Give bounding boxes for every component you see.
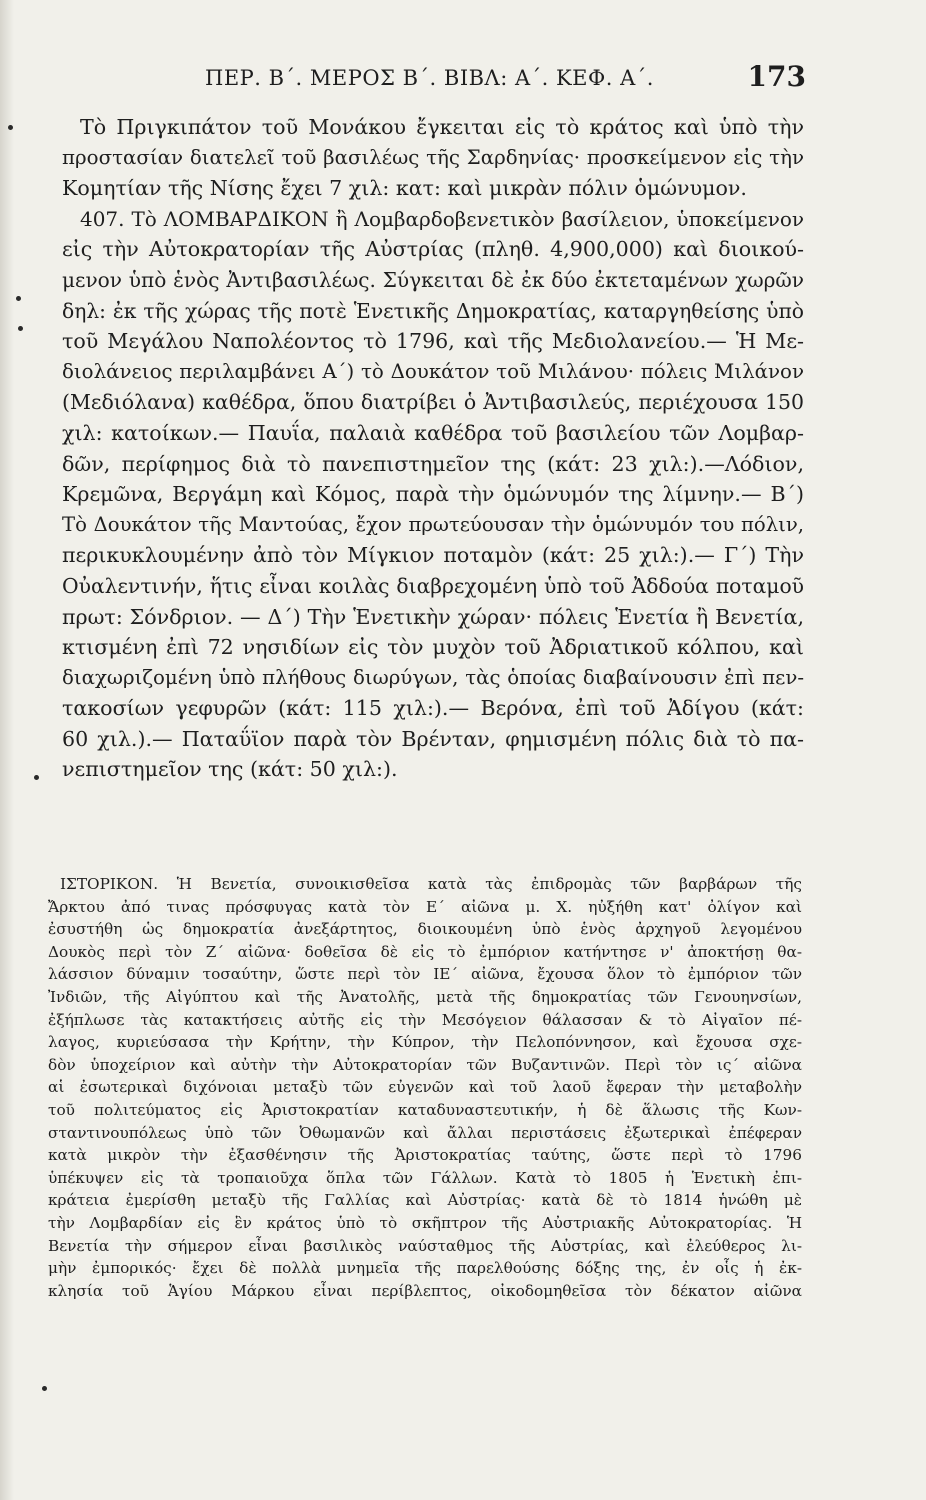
- text-line: Κρεμῶνα, Βεργάμη καὶ Κόμος, παρὰ τὴν ὁμώνυμόν της λίμνην.— Β΄): [62, 482, 804, 507]
- note-line: κλησία τοῦ Ἁγίου Μάρκου εἶναι περίβλεπτος, οἰκοδομηθεῖσα τὸν δέκατον αἰῶνα: [48, 1281, 802, 1300]
- text-line: προστασίαν διατελεῖ τοῦ βασιλέως τῆς Σαρδηνίας· προσκείμενον εἰς τὴν: [62, 145, 804, 169]
- note-line: αἱ ἐσωτερικαὶ διχόνοιαι μεταξὺ τῶν εὐγενῶν καὶ τοῦ λαοῦ ἔφεραν τὴν μεταβολὴν: [48, 1078, 802, 1097]
- note-line: κράτεια ἐμερίσθη μεταξὺ τῆς Γαλλίας καὶ Αὐστρίας· κατὰ δὲ τὸ 1814 ἡνώθη μὲ: [48, 1191, 802, 1210]
- text-line: μενον ὑπὸ ἑνὸς Ἀντιβασιλέως. Σύγκειται δὲ ἐκ δύο ἐκτεταμένων χωρῶν: [62, 267, 804, 292]
- main-body-text: [62, 112, 804, 785]
- note-line: λάσσιον δύναμιν τοσαύτην, ὥστε περὶ τὸν ΙΕ΄ αἰῶνα, ἔχουσα ὅλον τὸ ἐμπόριον τῶν: [48, 965, 802, 984]
- margin-mark: [18, 326, 23, 331]
- note-line: δὸν ὑποχείριον καὶ αὐτὴν τὴν Αὐτοκρατορίαν τῶν Βυζαντινῶν. Περὶ τὸν ις΄ αἰῶνα: [48, 1055, 802, 1074]
- note-line: Ἄρκτου ἀπό τινας πρόσφυγας κατὰ τὸν Ε΄ αἰῶνα μ. Χ. ηὐξήθη κατ' ὀλίγον καὶ: [48, 897, 802, 916]
- text-line: κτισμένη ἐπὶ 72 νησιδίων εἰς τὸν μυχὸν τοῦ Ἀδριατικοῦ κόλπου, καὶ: [62, 635, 804, 660]
- note-line: ἐσυστήθη ὡς δημοκρατία ἀνεξάρτητος, διοικουμένη ὑπὸ ἑνὸς ἀρχηγοῦ λεγομένου: [48, 920, 802, 939]
- note-line: σταντινουπόλεως ὑπὸ τῶν Ὀθωμανῶν καὶ ἄλλαι περιστάσεις ἐξωτερικαὶ ἐπέφεραν: [48, 1123, 802, 1142]
- text-line: νεπιστημεῖον της (κάτ: 50 χιλ:).: [62, 757, 398, 782]
- text-line: δηλ: ἐκ τῆς χώρας τῆς ποτὲ Ἑνετικῆς Δημοκρατίας, καταργηθείσης ὑπὸ: [62, 298, 804, 323]
- text-line: Τὸ Δουκάτον τῆς Μαντούας, ἔχον πρωτεύουσαν τὴν ὁμώνυμόν του πόλιν,: [62, 512, 804, 536]
- note-line: τοῦ πολιτεύματος εἰς Ἀριστοκρατίαν καταδυναστευτικήν, ἡ δὲ ἅλωσις τῆς Κων-: [48, 1100, 802, 1119]
- text-line: διαχωριζομένη ὑπὸ πλήθους διωρύγων, τὰς ὁποίας διαβαίνουσιν ἐπὶ πεν-: [62, 665, 804, 689]
- text-line: περικυκλουμένην ἀπὸ τὸν Μίγκιον ποταμὸν (κάτ: 25 χιλ:).— Γ΄) Τὴν: [62, 543, 804, 568]
- text-line: Κομητίαν τῆς Νίσης ἔχει 7 χιλ: κατ: καὶ μικρὰν πόλιν ὁμώνυμον.: [62, 176, 747, 201]
- text-line: Οὐαλεντινήν, ἥτις εἶναι κοιλὰς διαβρεχομένη ὑπὸ τοῦ Ἀδδούα ποταμοῦ: [62, 573, 804, 598]
- text-line: πρωτ: Σόνδριον. — Δ΄) Τὴν Ἑνετικὴν χώραν· πόλεις Ἑνετία ἢ Βενετία,: [62, 604, 804, 629]
- margin-mark: [42, 1386, 47, 1391]
- note-line: Δουκὸς περὶ τὸν Ζ΄ αἰῶνα· δοθεῖσα δὲ εἰς τὸ ἐμπόριον κατήντησε ν' ἀποκτήσῃ θα-: [48, 942, 802, 961]
- text-line: (Μεδιόλανα) καθέδρα, ὅπου διατρίβει ὁ Ἀντιβασιλεύς, περιέχουσα 150: [62, 390, 804, 415]
- text-line: διολάνειος περιλαμβάνει Α΄) τὸ Δουκάτον τοῦ Μιλάνου· πόλεις Μιλάνον: [62, 359, 804, 383]
- text-line: 407. Τὸ ΛΟΜΒΑΡΔΙΚΟΝ ἢ Λομβαρδοβενετικὸν βασίλειον, ὑποκείμενον: [80, 206, 804, 231]
- page-gutter-shadow: [0, 0, 14, 1500]
- note-line: κατὰ μικρὸν τὴν ἐξασθένησιν τῆς Ἀριστοκρατίας ταύτης, ὥστε περὶ τὸ 1796: [48, 1146, 802, 1165]
- note-line: ΙΣΤΟΡΙΚΟΝ. Ἡ Βενετία, συνοικισθεῖσα κατὰ τὰς ἐπιδρομὰς τῶν βαρβάρων τῆς: [60, 875, 802, 893]
- text-line: εἰς τὴν Αὐτοκρατορίαν τῆς Αὐστρίας (πληθ. 4,900,000) καὶ διοικού-: [62, 237, 804, 262]
- text-line: τακοσίων γεφυρῶν (κάτ: 115 χιλ:).— Βερόνα, ἐπὶ τοῦ Ἀδίγου (κάτ:: [62, 696, 804, 721]
- note-line: τὴν Λομβαρδίαν εἰς ἓν κράτος ὑπὸ τὸ σκῆπτρον τῆς Αὐστριακῆς Αὐτοκρατορίας. Ἡ: [48, 1213, 802, 1232]
- text-line: χιλ: κατοίκων.— Παυΐα, παλαιὰ καθέδρα τοῦ βασιλείου τῶν Λομβαρ-: [62, 420, 804, 445]
- note-line: ὑπέκυψεν εἰς τὰ τροπαιοῦχα ὅπλα τῶν Γάλλων. Κατὰ τὸ 1805 ἡ Ἑνετικὴ ἐπι-: [48, 1168, 802, 1187]
- note-line: λαγος, κυριεύσασα τὴν Κρήτην, τὴν Κύπρον, τὴν Πελοπόννησον, καὶ ἔχουσα σχε-: [48, 1033, 802, 1052]
- historical-note: [48, 873, 802, 1302]
- margin-mark: [16, 296, 21, 301]
- text-line: τοῦ Μεγάλου Ναπολέοντος τὸ 1796, καὶ τῆς Μεδιολανείου.— Ἡ Με-: [62, 329, 804, 354]
- margin-mark: [8, 125, 13, 130]
- page-header: [60, 58, 806, 98]
- margin-mark: [34, 775, 39, 780]
- note-line: ἐξήπλωσε τὰς κατακτήσεις αὐτῆς εἰς τὴν Μεσόγειον θάλασσαν & τὸ Αἰγαῖον πέ-: [48, 1010, 802, 1029]
- note-line: Ἰνδιῶν, τῆς Αἰγύπτου καὶ τῆς Ἀνατολῆς, μετὰ τῆς δημοκρατίας τῶν Γενουηνσίων,: [48, 987, 802, 1006]
- text-line: Τὸ Πριγκιπάτον τοῦ Μονάκου ἔγκειται εἰς τὸ κράτος καὶ ὑπὸ τὴν: [80, 115, 804, 139]
- note-line: μὴν ἐμπορικός· ἔχει δὲ πολλὰ μνημεῖα τῆς παρελθούσης δόξης της, ἐν οἷς ἡ ἐκ-: [48, 1259, 802, 1278]
- page-number: 173: [747, 60, 806, 93]
- note-line: Βενετία τὴν σήμερον εἶναι βασιλικὸς ναύσταθμος τῆς Αὐστρίας, καὶ ἐλεύθερος λι-: [48, 1236, 802, 1255]
- text-line: δῶν, περίφημος διὰ τὸ πανεπιστημεῖον της (κάτ: 23 χιλ:).—Λόδιον,: [62, 451, 804, 476]
- text-line: 60 χιλ.).— Παταΰϊον παρὰ τὸν Βρένταν, φημισμένη πόλις διὰ τὸ πα-: [62, 726, 804, 751]
- running-title: ΠΕΡ. Β΄. ΜΕΡΟΣ Β΄. ΒΙΒΛ: Α΄. ΚΕΦ. Α΄.: [205, 66, 654, 90]
